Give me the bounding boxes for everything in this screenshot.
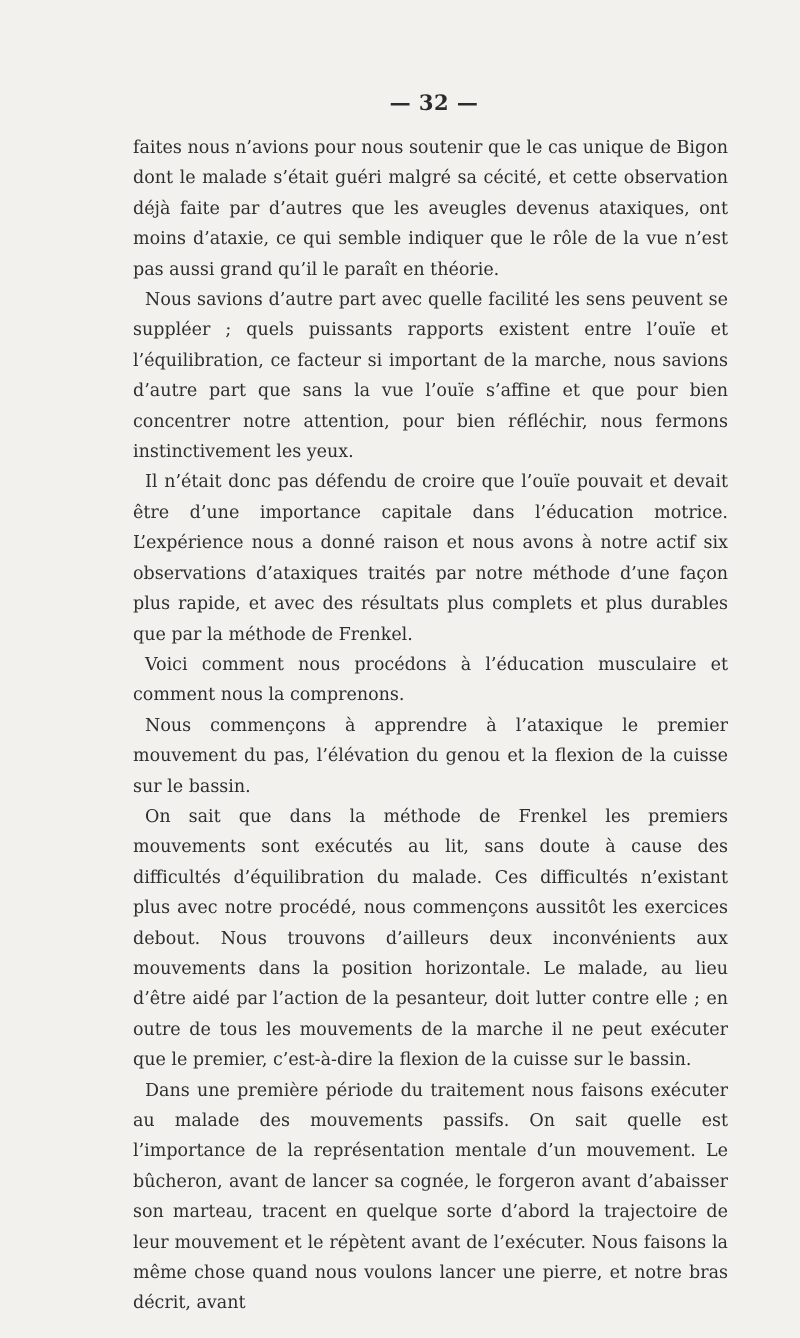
paragraph-3: Il n’était donc pas défendu de croire que l’ouïe pouvait et devait être d’une importance capitale dans l’éducation motrice. L’expérience nous a donné raison et nous avons à notre actif six observations d’ataxiques traités par notre méthode d’une façon plus rapide, et avec des résultats plus complets et plus durables que par la méthode de Frenkel. [133,472,728,645]
paragraph-4: Voici comment nous procédons à l’éducation musculaire et comment nous la comprenons. [133,654,728,706]
paragraph-7: Dans une première période du traitement nous faisons exécuter au malade des mouvements passifs. On sait quelle est l’importance de la représentation mentale d’un mouvement. Le bûcheron, avant de lancer sa cognée, le forgeron avant d’abaisser son marteau, tracent en quelque sorte d’abord la trajectoire de leur mouvement et le répètent avant de l’exécuter. Nous faisons la même chose quand nous voulons lancer une pierre, et notre bras décrit, avant [133,1080,728,1314]
body-text [133,133,728,1319]
paragraph-2: Nous savions d’autre part avec quelle facilité les sens peuvent se suppléer ; quels puissants rapports existent entre l’ouïe et l’équilibration, ce facteur si important de la marche, nous savions d’autre part que sans la vue l’ouïe s’affine et que pour bien concentrer notre attention, pour bien réfléchir, nous fermons instinctivement les yeux. [133,290,728,463]
paragraph-6: On sait que dans la méthode de Frenkel les premiers mouvements sont exécutés au lit, sans doute à cause des difficultés d’équilibration du malade. Ces difficultés n’existant plus avec notre procédé, nous commençons aussitôt les exercices debout. Nous trouvons d’ailleurs deux inconvénients aux mouvements dans la position horizontale. Le malade, au lieu d’être aidé par l’action de la pesanteur, doit lutter contre elle ; en outre de tous les mouvements de la marche il ne peut exécuter que le premier, c’est-à-dire la flexion de la cuisse sur le bassin. [133,806,728,1071]
paragraph-1: faites nous n’avions pour nous soutenir que le cas unique de Bigon dont le malade s’était guéri malgré sa cécité, et cette observation déjà faite par d’autres que les aveugles devenus ataxiques, ont moins d’ataxie, ce qui semble indiquer que le rôle de la vue n’est pas aussi grand qu’il le paraît en théorie. [133,138,728,280]
page-number: — 32 — [389,90,479,115]
paragraph-5: Nous commençons à apprendre à l’ataxique le premier mouvement du pas, l’élévation du genou et la flexion de la cuisse sur le bassin. [133,715,728,797]
